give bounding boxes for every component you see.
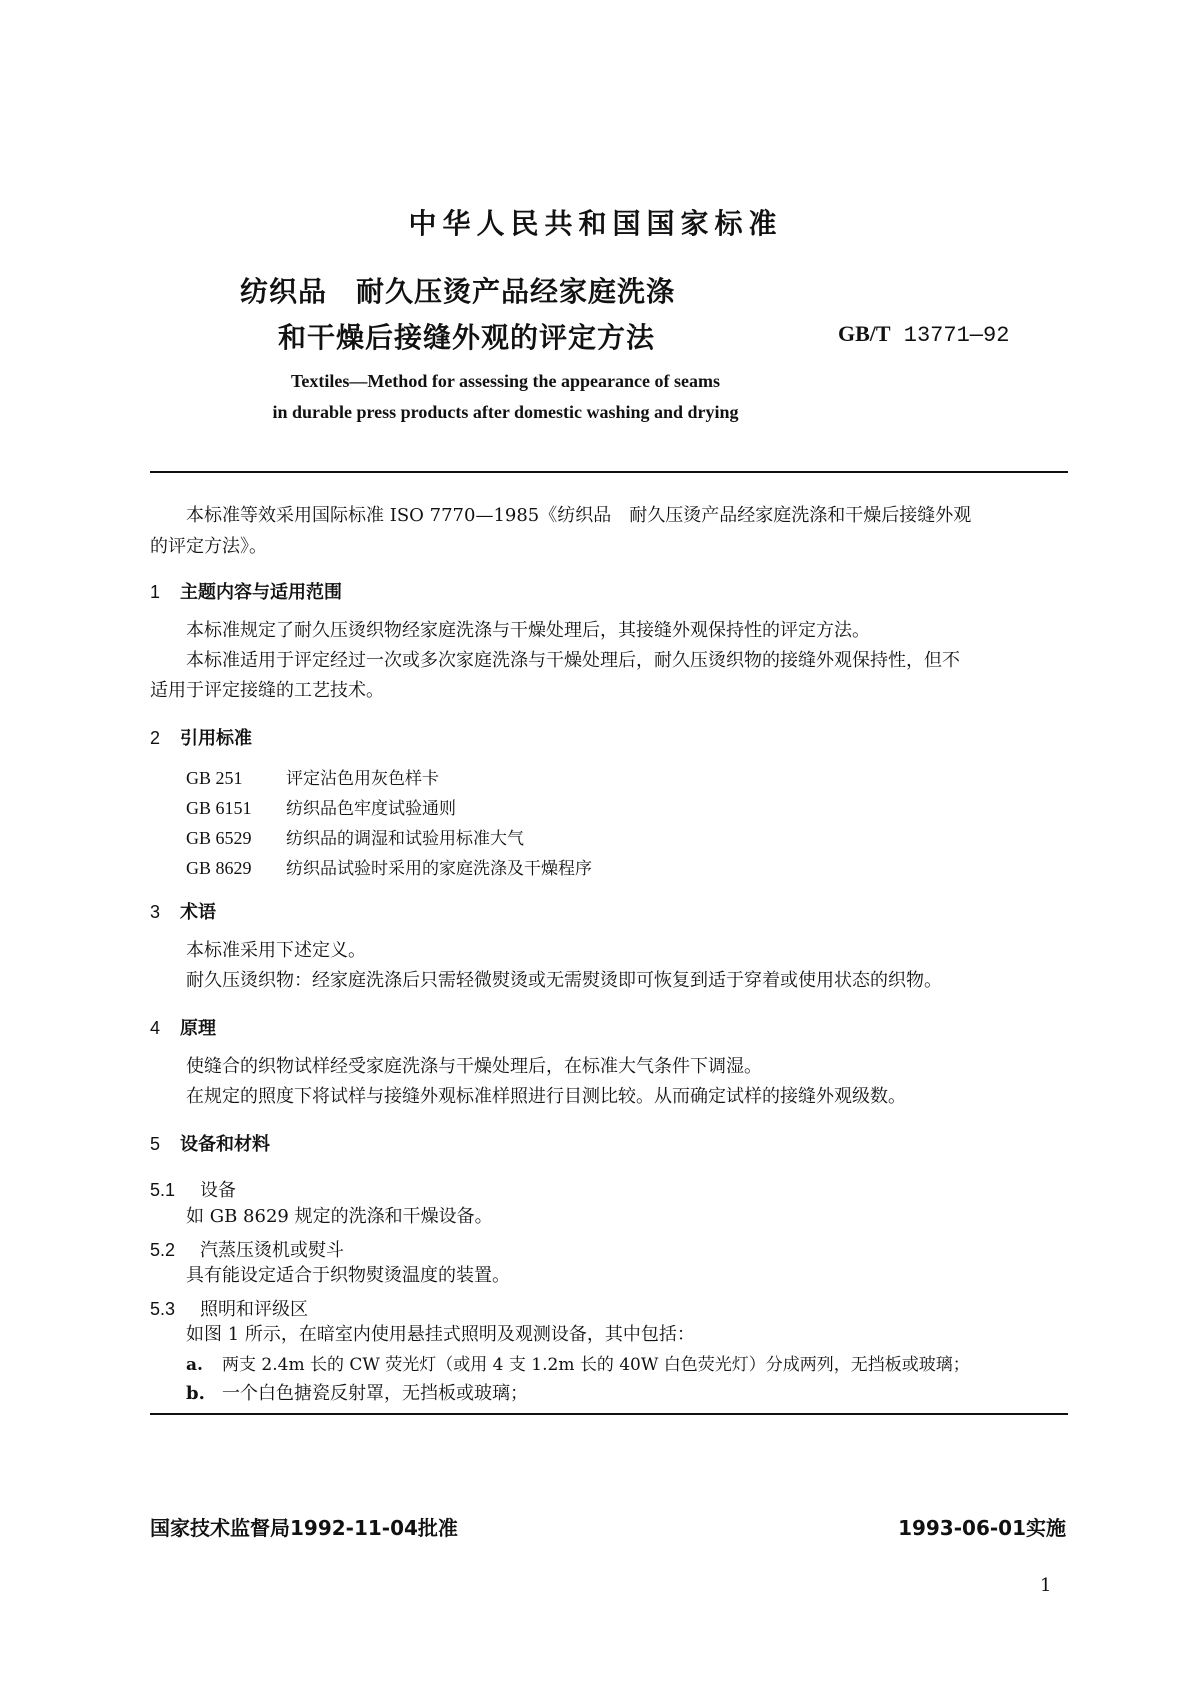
reference-title: 纺织品的调湿和试验用标准大气 bbox=[286, 829, 524, 849]
subsection-5-3-text: 如图 1 所示，在暗室内使用悬挂式照明及观测设备，其中包括： bbox=[186, 1324, 695, 1345]
intro-line2: 的评定方法》。 bbox=[150, 536, 267, 557]
subsection-5-1-text: 如 GB 8629 规定的洗涤和干燥设备。 bbox=[186, 1206, 493, 1227]
section-5-number: 5 bbox=[150, 1134, 161, 1154]
subsection-5-3-number: 5.3 bbox=[150, 1299, 176, 1319]
reference-title: 评定沾色用灰色样卡 bbox=[286, 769, 439, 789]
section-3-title: 术语 bbox=[180, 902, 216, 923]
reference-item bbox=[186, 824, 524, 849]
cn-title-line1: 纺织品 耐久压烫产品经家庭洗涤 bbox=[240, 275, 676, 308]
subsection-5-2-number: 5.2 bbox=[150, 1240, 176, 1260]
subsection-5-2-title: 汽蒸压烫机或熨斗 bbox=[200, 1240, 344, 1261]
standard-code: 13771—92 bbox=[903, 323, 1010, 348]
section-4-number: 4 bbox=[150, 1018, 161, 1038]
subsection-5-2-text: 具有能设定适合于织物熨烫温度的装置。 bbox=[186, 1265, 510, 1286]
footer-divider bbox=[150, 1413, 1068, 1415]
section-4-para-2: 在规定的照度下将试样与接缝外观标准样照进行目测比较。从而确定试样的接缝外观级数。 bbox=[186, 1086, 906, 1107]
subsection-5-1-number: 5.1 bbox=[150, 1180, 176, 1200]
subsection-5-2-heading bbox=[150, 1236, 344, 1262]
section-3-para-2: 耐久压烫织物：经家庭洗涤后只需轻微熨烫或无需熨烫即可恢复到适于穿着或使用状态的织物。 bbox=[186, 970, 942, 991]
section-4-title: 原理 bbox=[180, 1018, 216, 1039]
section-1-para-2-line2: 适用于评定接缝的工艺技术。 bbox=[150, 680, 384, 701]
effective-date: 1993-06-01实施 bbox=[898, 1516, 1066, 1540]
section-1-heading bbox=[150, 578, 342, 604]
reference-code: GB 8629 bbox=[186, 858, 252, 878]
section-3-number: 3 bbox=[150, 902, 161, 922]
reference-code: GB 251 bbox=[186, 768, 243, 788]
reference-code: GB 6529 bbox=[186, 828, 252, 848]
org-title: 中华人民共和国国家标准 bbox=[408, 207, 783, 240]
reference-item bbox=[186, 854, 592, 879]
approval-info: 国家技术监督局1992-11-04批准 bbox=[150, 1516, 458, 1540]
section-4-para-1: 使缝合的织物试样经受家庭洗涤与干燥处理后，在标准大气条件下调湿。 bbox=[186, 1056, 762, 1077]
reference-item bbox=[186, 764, 439, 789]
list-item-text: 一个白色搪瓷反射罩，无挡板或玻璃； bbox=[222, 1383, 528, 1404]
subsection-5-3-title: 照明和评级区 bbox=[200, 1299, 308, 1320]
section-1-title: 主题内容与适用范围 bbox=[180, 582, 342, 603]
cn-title-line2: 和干燥后接缝外观的评定方法 bbox=[278, 321, 656, 354]
reference-title: 纺织品色牢度试验通则 bbox=[286, 799, 456, 819]
subsection-5-1-heading bbox=[150, 1176, 236, 1202]
reference-title: 纺织品试验时采用的家庭洗涤及干燥程序 bbox=[286, 859, 592, 879]
section-5-title: 设备和材料 bbox=[180, 1134, 270, 1155]
subsection-5-1-title: 设备 bbox=[200, 1180, 236, 1201]
list-item-text: 两支 2.4m 长的 CW 荧光灯（或用 4 支 1.2m 长的 40W 白色荧光灯）分成两列，无挡板或玻璃； bbox=[222, 1355, 970, 1375]
list-item-a bbox=[186, 1354, 970, 1376]
en-title-line1: Textiles—Method for assessing the appearance of seams bbox=[291, 371, 720, 391]
section-2-number: 2 bbox=[150, 728, 161, 748]
list-item-letter: b. bbox=[186, 1383, 205, 1404]
list-item-letter: a. bbox=[186, 1355, 203, 1375]
standard-number bbox=[838, 321, 1009, 348]
page-number: 1 bbox=[1040, 1575, 1052, 1596]
en-title-line2: in durable press products after domestic washing and drying bbox=[272, 402, 739, 422]
section-5-heading bbox=[150, 1130, 270, 1156]
section-1-number: 1 bbox=[150, 582, 161, 602]
reference-code: GB 6151 bbox=[186, 798, 252, 818]
intro-line1: 本标准等效采用国际标准 ISO 7770—1985《纺织品 耐久压烫产品经家庭洗涤和干燥后接缝外观 bbox=[186, 505, 972, 526]
list-item-b bbox=[186, 1383, 528, 1405]
section-3-para-1: 本标准采用下述定义。 bbox=[186, 940, 366, 961]
section-2-title: 引用标准 bbox=[180, 728, 252, 749]
subsection-5-3-heading bbox=[150, 1295, 308, 1321]
section-1-para-2-line1: 本标准适用于评定经过一次或多次家庭洗涤与干燥处理后，耐久压烫织物的接缝外观保持性，但不 bbox=[186, 650, 960, 671]
section-1-para-1: 本标准规定了耐久压烫织物经家庭洗涤与干燥处理后，其接缝外观保持性的评定方法。 bbox=[186, 620, 870, 641]
reference-item bbox=[186, 794, 456, 819]
section-4-heading bbox=[150, 1014, 216, 1040]
section-3-heading bbox=[150, 898, 216, 924]
section-2-heading bbox=[150, 724, 252, 750]
standard-prefix: GB/T bbox=[838, 321, 891, 346]
header-divider bbox=[150, 471, 1068, 473]
